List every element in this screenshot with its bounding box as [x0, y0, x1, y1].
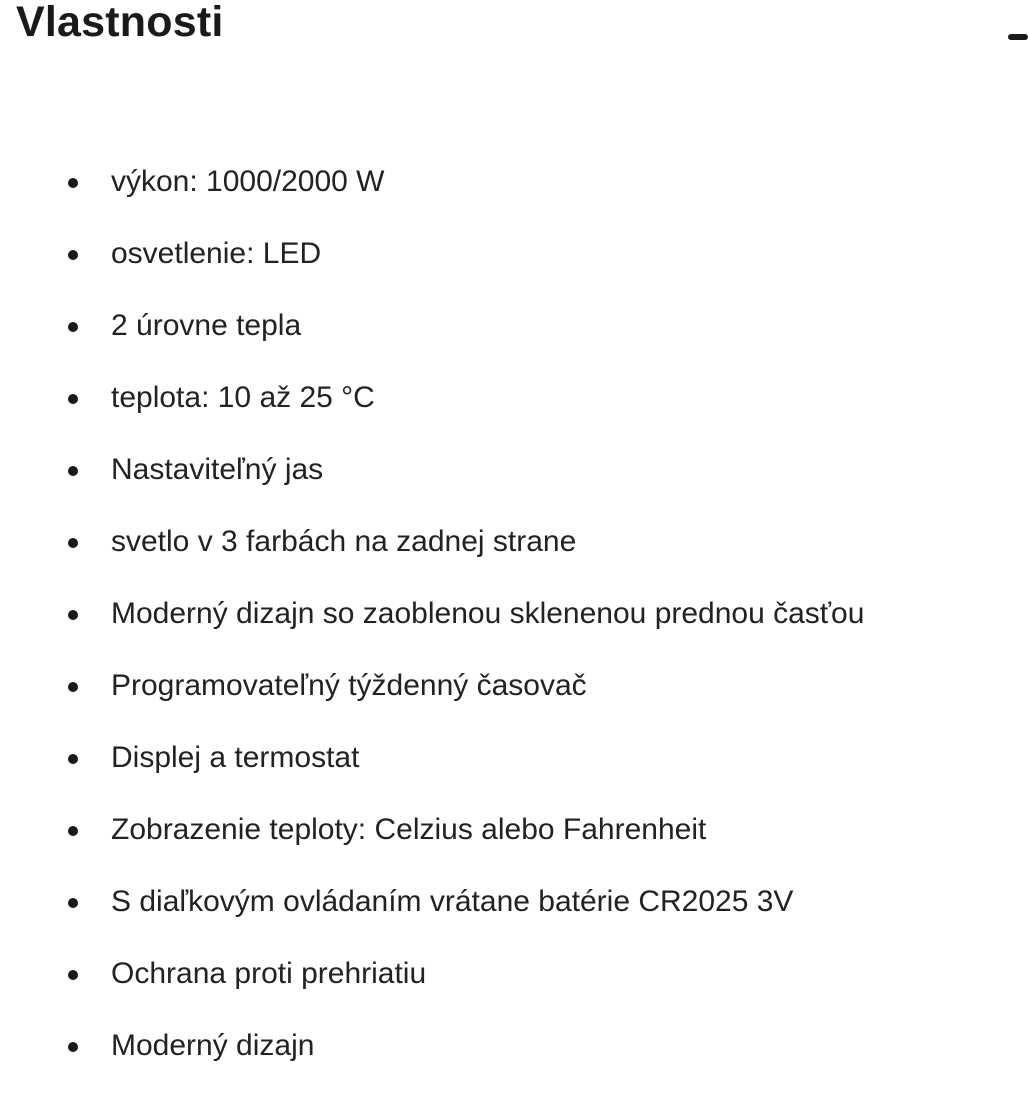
minus-icon [1008, 34, 1028, 40]
feature-text: Nastaviteľný jas [111, 453, 324, 486]
feature-text: výkon: 1000/2000 W [111, 165, 385, 198]
list-item [0, 218, 864, 290]
bullet-icon [68, 826, 78, 836]
list-item [0, 290, 864, 362]
list-item [0, 722, 864, 794]
list-item [0, 434, 864, 506]
list-item [0, 578, 864, 650]
list-item [0, 938, 864, 1010]
collapse-button[interactable] [1008, 34, 1028, 42]
feature-text: S diaľkovým ovládaním vrátane batérie CR2025 3V [111, 885, 794, 918]
bullet-icon [68, 250, 78, 260]
feature-text: osvetlenie: LED [111, 237, 322, 270]
bullet-icon [68, 898, 78, 908]
bullet-icon [68, 970, 78, 980]
list-item [0, 866, 864, 938]
list-item [0, 362, 864, 434]
bullet-icon [68, 682, 78, 692]
list-item [0, 1010, 864, 1082]
list-item [0, 146, 864, 218]
feature-text: Ochrana proti prehriatiu [111, 957, 427, 990]
bullet-icon [68, 754, 78, 764]
feature-text: svetlo v 3 farbách na zadnej strane [111, 525, 577, 558]
feature-text: Displej a termostat [111, 741, 360, 774]
bullet-icon [68, 538, 78, 548]
bullet-icon [68, 394, 78, 404]
feature-text: Moderný dizajn [111, 1029, 315, 1062]
bullet-icon [68, 1042, 78, 1052]
bullet-icon [68, 178, 78, 188]
list-item [0, 650, 864, 722]
feature-text: Zobrazenie teploty: Celzius alebo Fahrenheit [111, 813, 707, 846]
feature-text: Moderný dizajn so zaoblenou sklenenou prednou časťou [111, 597, 865, 630]
feature-text: teplota: 10 až 25 °C [111, 381, 375, 414]
bullet-icon [68, 610, 78, 620]
bullet-icon [68, 322, 78, 332]
list-item [0, 794, 864, 866]
feature-list [0, 146, 864, 1082]
section-title: Vlastnosti [16, 0, 224, 46]
feature-text: 2 úrovne tepla [111, 309, 302, 342]
list-item [0, 506, 864, 578]
feature-text: Programovateľný týždenný časovač [111, 669, 587, 702]
bullet-icon [68, 466, 78, 476]
